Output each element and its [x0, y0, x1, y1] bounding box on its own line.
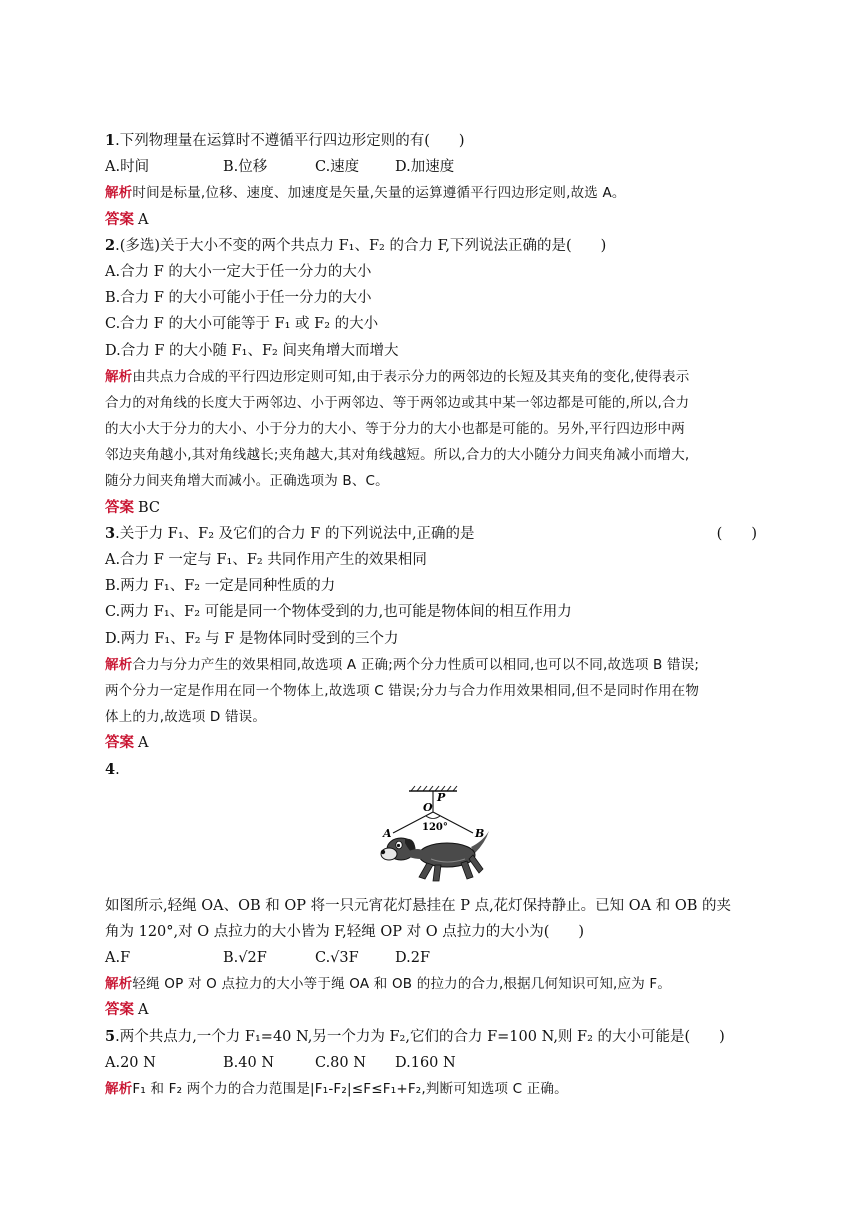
q2-analysis-tag: 解析	[105, 368, 133, 385]
q5-analysis-tag: 解析	[105, 1081, 133, 1097]
q1-number: 1	[105, 132, 116, 149]
q2-option-b: B.合力 F 的大小可能小于任一分力的大小	[105, 290, 372, 307]
q5-option-a: A.20 N	[105, 1054, 156, 1071]
q3-option-b: B.两力 F₁、F₂ 一定是同种性质的力	[105, 578, 336, 595]
q2-analysis-line-3: 的大小大于分力的大小、小于分力的大小、等于分力的大小也都是可能的。另外,平行四边形中两	[105, 421, 685, 438]
q1-answer	[105, 207, 765, 233]
q3-answer-tag: 答案	[105, 734, 134, 752]
q1-answer-tag: 答案	[105, 210, 134, 228]
q1-option-b: B.位移	[223, 159, 268, 176]
q4-number-line	[105, 757, 765, 783]
q2-stem-text: .(多选)关于大小不变的两个共点力 F₁、F₂ 的合力 F,下列说法正确的是( )	[115, 237, 607, 254]
q4-figure-area	[105, 783, 765, 893]
q4-analysis-text: 轻绳 OP 对 O 点拉力的大小等于绳 OA 和 OB 的拉力的合力,根据几何知识可知,应为 F。	[132, 976, 672, 993]
q2-analysis-line-2: 合力的对角线的长度大于两邻边、小于两邻边、等于两邻边或其中某一邻边都是可能的,所以,合力	[105, 394, 690, 411]
q2-stem	[105, 233, 765, 259]
q5-option-c: C.80 N	[315, 1054, 366, 1071]
q3-analysis-text-1: 合力与分力产生的效果相同,故选项 A 正确;两个分力性质可以相同,也可以不同,故选项 B 错误;	[132, 656, 700, 673]
q1-analysis-tag: 解析	[105, 185, 133, 202]
q5-options	[105, 1050, 765, 1076]
label-a: A	[383, 826, 392, 840]
q2-analysis-line-4: 邻边夹角越小,其对角线越长;夹角越大,其对角线越短。所以,合力的大小随分力间夹角减小而增大,	[105, 447, 690, 464]
q1-option-c: C.速度	[315, 159, 360, 176]
label-p: P	[437, 790, 446, 804]
label-angle: 120°	[422, 821, 448, 833]
q2-option-d: D.合力 F 的大小随 F₁、F₂ 间夹角增大而增大	[105, 342, 399, 359]
q3-answer-blank: ( )	[716, 525, 757, 542]
q3-analysis-line-3: 体上的力,故选项 D 错误。	[105, 709, 267, 726]
q1-answer-value: A	[138, 211, 149, 228]
q1-stem-text: .下列物理量在运算时不遵循平行四边形定则的有( )	[115, 133, 465, 149]
q2-answer	[105, 495, 765, 521]
q3-stem-text: .关于力 F₁、F₂ 及它们的合力 F 的下列说法中,正确的是	[115, 525, 475, 542]
q4-answer-tag: 答案	[105, 1001, 134, 1019]
q2-option-c: C.合力 F 的大小可能等于 F₁ 或 F₂ 的大小	[105, 316, 379, 333]
q3-analysis-line-1	[105, 652, 765, 678]
q2-answer-tag: 答案	[105, 498, 134, 516]
q3-option-a: A.合力 F 一定与 F₁、F₂ 共同作用产生的效果相同	[105, 552, 427, 568]
q4-answer-value: A	[138, 1002, 149, 1019]
q4-stem-line-1: 如图所示,轻绳 OA、OB 和 OP 将一只元宵花灯悬挂在 P 点,花灯保持静止。已知 OA 和 OB 的夹	[105, 897, 732, 914]
lantern-dog-figure	[371, 785, 495, 889]
q1-stem	[105, 128, 765, 154]
q2-option-a: A.合力 F 的大小一定大于任一分力的大小	[105, 263, 372, 280]
q4-answer	[105, 997, 765, 1023]
q1-option-d: D.加速度	[395, 159, 455, 176]
q4-stem-line-2: 角为 120°,对 O 点拉力的大小皆为 F,轻绳 OP 对 O 点拉力的大小为( )	[105, 923, 585, 940]
dog-lantern-icon	[381, 831, 489, 881]
q4-option-b: B.√2F	[223, 950, 267, 967]
q5-analysis-text: F₁ 和 F₂ 两个力的合力范围是|F₁-F₂|≤F≤F₁+F₂,判断可知选项 C 正确。	[132, 1081, 568, 1097]
q2-analysis-text-1: 由共点力合成的平行四边形定则可知,由于表示分力的两邻边的长短及其夹角的变化,使得表示	[132, 368, 690, 385]
q4-analysis-tag: 解析	[105, 976, 133, 993]
q4-options	[105, 945, 765, 971]
q1-analysis-text: 时间是标量,位移、速度、加速度是矢量,矢量的运算遵循平行四边形定则,故选 A。	[132, 185, 626, 202]
q3-stem	[105, 521, 765, 547]
q3-number: 3	[105, 524, 116, 542]
q1-options	[105, 154, 765, 180]
q2-number: 2	[105, 236, 116, 254]
q3-answer-value: A	[138, 735, 149, 752]
q5-stem-text: .两个共点力,一个力 F₁=40 N,另一个力为 F₂,它们的合力 F=100 N,则 F₂ 的大小可能是( )	[115, 1028, 725, 1045]
q4-option-a: A.F	[105, 950, 131, 967]
q3-option-c: C.两力 F₁、F₂ 可能是同一个物体受到的力,也可能是物体间的相互作用力	[105, 604, 572, 621]
q4-number-dot: .	[115, 761, 120, 778]
q1-analysis	[105, 180, 765, 206]
question-sheet	[105, 128, 765, 1102]
q4-number: 4	[105, 760, 116, 778]
label-o: O	[423, 800, 433, 814]
q2-analysis-line-5: 随分力间夹角增大而减小。正确选项为 B、C。	[105, 473, 389, 490]
q1-option-a: A.时间	[105, 159, 150, 176]
q5-option-b: B.40 N	[223, 1054, 275, 1071]
q2-analysis-line-1	[105, 364, 765, 390]
q2-answer-value: BC	[138, 499, 161, 516]
q4-option-c: C.√3F	[315, 950, 359, 967]
q5-option-d: D.160 N	[395, 1054, 456, 1071]
q3-answer	[105, 730, 765, 756]
q5-number: 5	[105, 1027, 116, 1045]
q3-analysis-tag: 解析	[105, 656, 133, 673]
q5-analysis	[105, 1076, 765, 1102]
q3-option-d: D.两力 F₁、F₂ 与 F 是物体同时受到的三个力	[105, 630, 399, 647]
label-b: B	[475, 826, 485, 840]
q3-analysis-line-2: 两个分力一定是作用在同一个物体上,故选项 C 错误;分力与合力作用效果相同,但不是同时作用在物	[105, 682, 700, 699]
q5-stem	[105, 1024, 765, 1050]
q4-option-d: D.2F	[395, 950, 431, 967]
q4-analysis	[105, 971, 765, 997]
